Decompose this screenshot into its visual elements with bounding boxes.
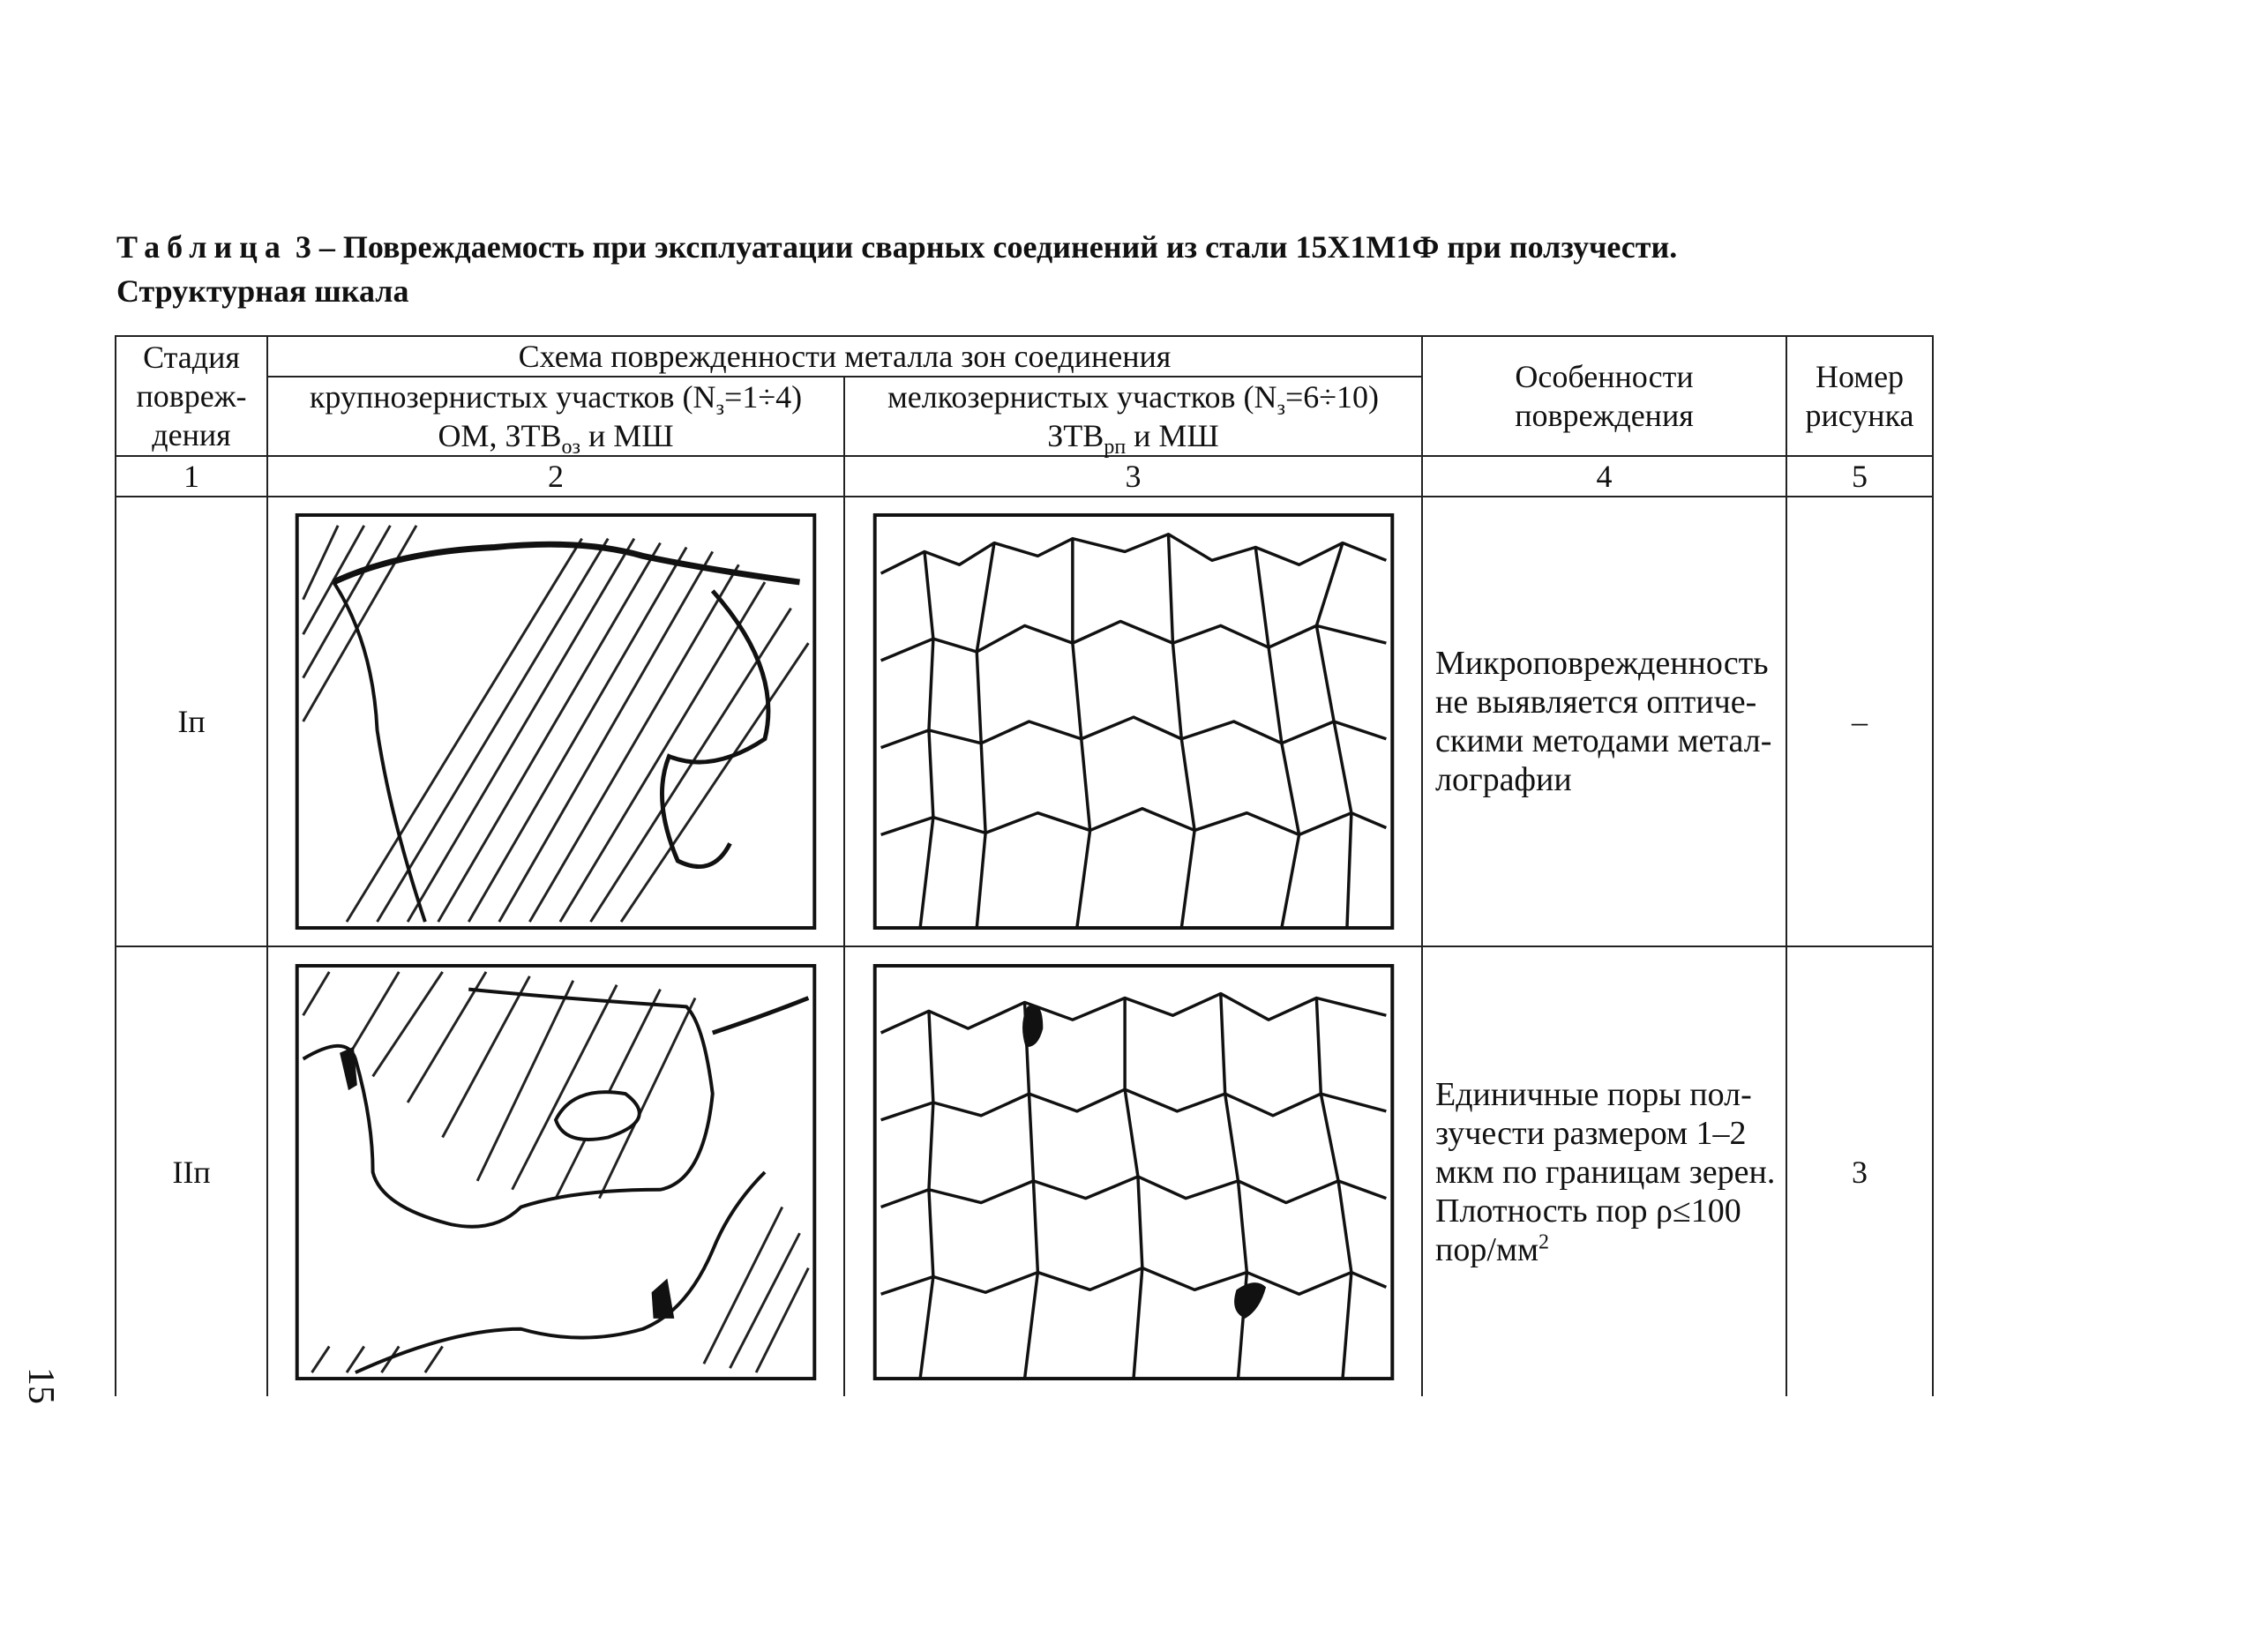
fine-structure-figure-cell xyxy=(844,497,1422,946)
coarse-grain-sketch-with-pores xyxy=(294,963,818,1381)
figure-number-cell: – xyxy=(1786,497,1933,946)
column-number: 1 xyxy=(116,456,267,497)
feature-description: Микроповрежденность не выявляется оптиче-скими методами метал-лографии xyxy=(1422,497,1786,946)
column-number: 5 xyxy=(1786,456,1933,497)
table-row xyxy=(116,946,1933,1396)
column-number: 3 xyxy=(844,456,1422,497)
column-number: 4 xyxy=(1422,456,1786,497)
table-caption xyxy=(116,225,1934,313)
header-scheme: Схема поврежденности металла зон соединения xyxy=(267,336,1422,377)
header-stage: Стадия повреж-дения xyxy=(116,336,267,456)
table-row xyxy=(116,497,1933,946)
figure-number-cell: 3 xyxy=(1786,946,1933,1396)
column-number-row xyxy=(116,456,1933,497)
caption-line2: Структурная шкала xyxy=(116,273,409,309)
caption-title: 3 – Повреждаемость при эксплуатации сварных соединений из стали 15Х1М1Ф при ползучести. xyxy=(295,229,1678,265)
fine-grain-sketch xyxy=(872,512,1396,931)
fine-structure-figure-cell xyxy=(844,946,1422,1396)
header-figure: Номер рисунка xyxy=(1786,336,1933,456)
coarse-structure-figure-cell xyxy=(267,497,844,946)
header-coarse-zones: крупнозернистых участков $(N_з=1\div 4)$ ОМ, $ЗТВ_{оз}$ и МШ xyxy=(267,377,844,456)
stage-cell: Iп xyxy=(116,497,267,946)
caption-table-word: Таблица xyxy=(116,229,288,265)
page-number: 15 xyxy=(20,1367,61,1404)
feature-description: Единичные поры пол-зучести размером 1–2 мкм по границам зерен. Плотность пор ρ≤100 пор/$мм^2$ xyxy=(1422,946,1786,1396)
header-features: Особенности повреждения xyxy=(1422,336,1786,456)
header-fine-zones: мелкозернистых участков $(N_з=6\div 10)$ $ЗТВ_{рп}$ и МШ xyxy=(844,377,1422,456)
coarse-grain-sketch xyxy=(294,512,818,931)
stage-cell: IIп xyxy=(116,946,267,1396)
damage-scale-table xyxy=(115,335,1934,1396)
coarse-structure-figure-cell xyxy=(267,946,844,1396)
fine-grain-sketch-with-pores xyxy=(872,963,1396,1381)
column-number: 2 xyxy=(267,456,844,497)
